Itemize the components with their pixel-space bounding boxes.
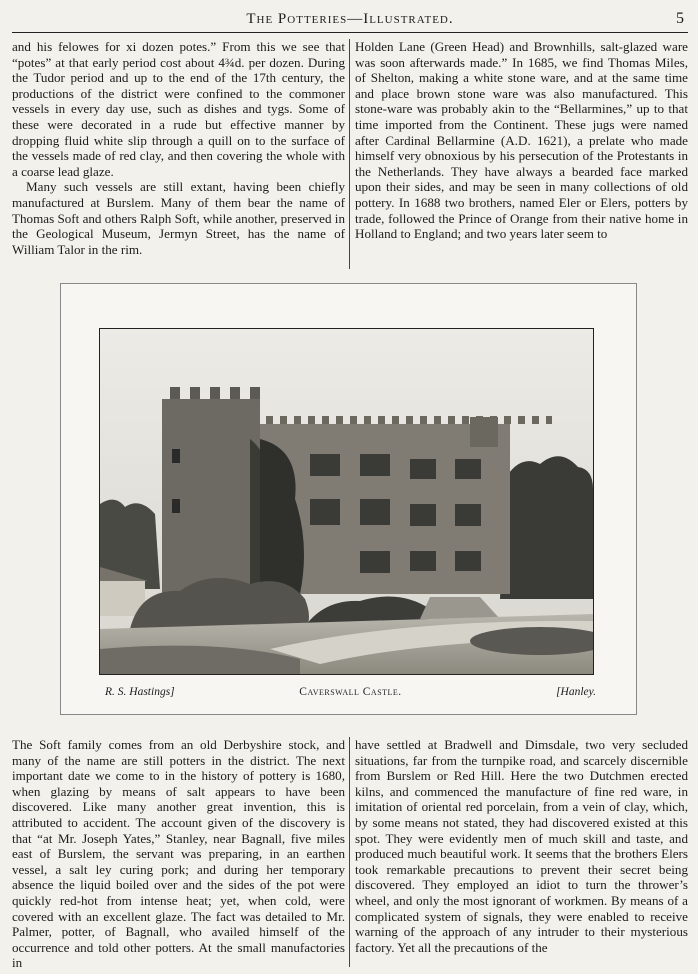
column-bottom-right: [355, 737, 688, 955]
paragraph: have settled at Bradwell and Dimsdale, two very secluded situations, far from the turnpike road, and scarcely discernible from Burslem or Red Hill. Here the two Dutchmen erected kilns, and commenced the manufacture of fine red ware, in imitation of oriental red porcelain, from a vein of clay, which, by some means not stated, they had discovered existed at this spot. They were evidently men of much skill and taste, and produced much beautiful work. It seems that the brothers Elers took remarkable precautions to prevent their secret being discovered. They employed an idiot to turn the thrower’s wheel, and only the most ignorant of workmen. By means of a complicated system of signals, they were enabled to receive warning of the approach of any intruder to their mysterious factory. Yet all the precautions of the: [355, 737, 688, 955]
column-rule: [349, 39, 350, 269]
column-top-left: [12, 39, 345, 257]
paragraph: The Soft family comes from an old Derbyshire stock, and many of the name are still potters in the district. The next important date we come to in the history of pottery is 1680, when glazing by means of salt appears to have been discovered. Like many another great invention, this is attributed to accident. The account given of the discovery is that “at Mr. Joseph Yates,” Stanley, near Bagnall, five miles east of Burslem, the servant was preparing, in an earthen vessel, a salt ley curing pork; and during her temporary absence the liquid boiled over and the sides of the pot were quickly red-hot from intense heat; yet, when cold, were covered with an excellent glaze. The fact was detailed to Mr. Palmer, potter, of Bagnall, who availed himself of the occurrence and told other potters. At the small manufactories in: [12, 737, 345, 971]
paragraph: and his felowes for xi dozen potes.” From this we see that “potes” at that early period cost about 4¾d. per dozen. During the Tudor period and up to the end of the 17th century, the productions of the district were confined to the commoner vessels in every day use, such as dishes and tygs. Some of these were decorated in a rude but effective manner by dropping fluid white slip through a quill on to the surface of the vessels made of red clay, and then covering the whole with a coarse lead glaze.: [12, 39, 345, 179]
paragraph: Many such vessels are still extant, having been chiefly manufactured at Burslem. Many of them bear the name of Thomas Soft and others Ralph Soft, while another, preserved in the Geological Museum, Jermyn Street, has the name of William Talor in the rim.: [12, 179, 345, 257]
running-header: [12, 6, 688, 33]
paragraph: Holden Lane (Green Head) and Brownhills, salt-glazed ware was soon afterwards made.” In 1685, we find Thomas Miles, of Shelton, making a white stone ware, and at the same time and place brown stone ware was also manufactured. This stone-ware was probably akin to the “Bellarmines,” up to that time imported from the Continent. These jugs were named after Cardinal Bellarmine (A.D. 1621), a prelate who made himself very obnoxious by his persecution of the Protestants in the Netherlands. They have always a bearded face marked upon their sides, and may be seen in many collections of old pottery. In 1688 two brothers, named Eler or Elers, potters by trade, followed the Prince of Orange from their native home in Holland to England; and two years later seem to: [355, 39, 688, 242]
plate-caption: [105, 686, 596, 702]
caption-title: Caverswall Castle.: [299, 686, 402, 698]
castle-picture: [100, 329, 593, 674]
photographer-credit: R. S. Hastings]: [105, 686, 175, 698]
column-top-right: [355, 39, 688, 242]
running-title: The Potteries—Illustrated.: [246, 11, 454, 27]
castle-photograph: [99, 328, 594, 675]
page-number: 5: [676, 10, 684, 27]
illustration-plate: [60, 283, 637, 715]
location-credit: [Hanley.: [556, 686, 596, 698]
column-rule: [349, 737, 350, 967]
column-bottom-left: [12, 737, 345, 971]
